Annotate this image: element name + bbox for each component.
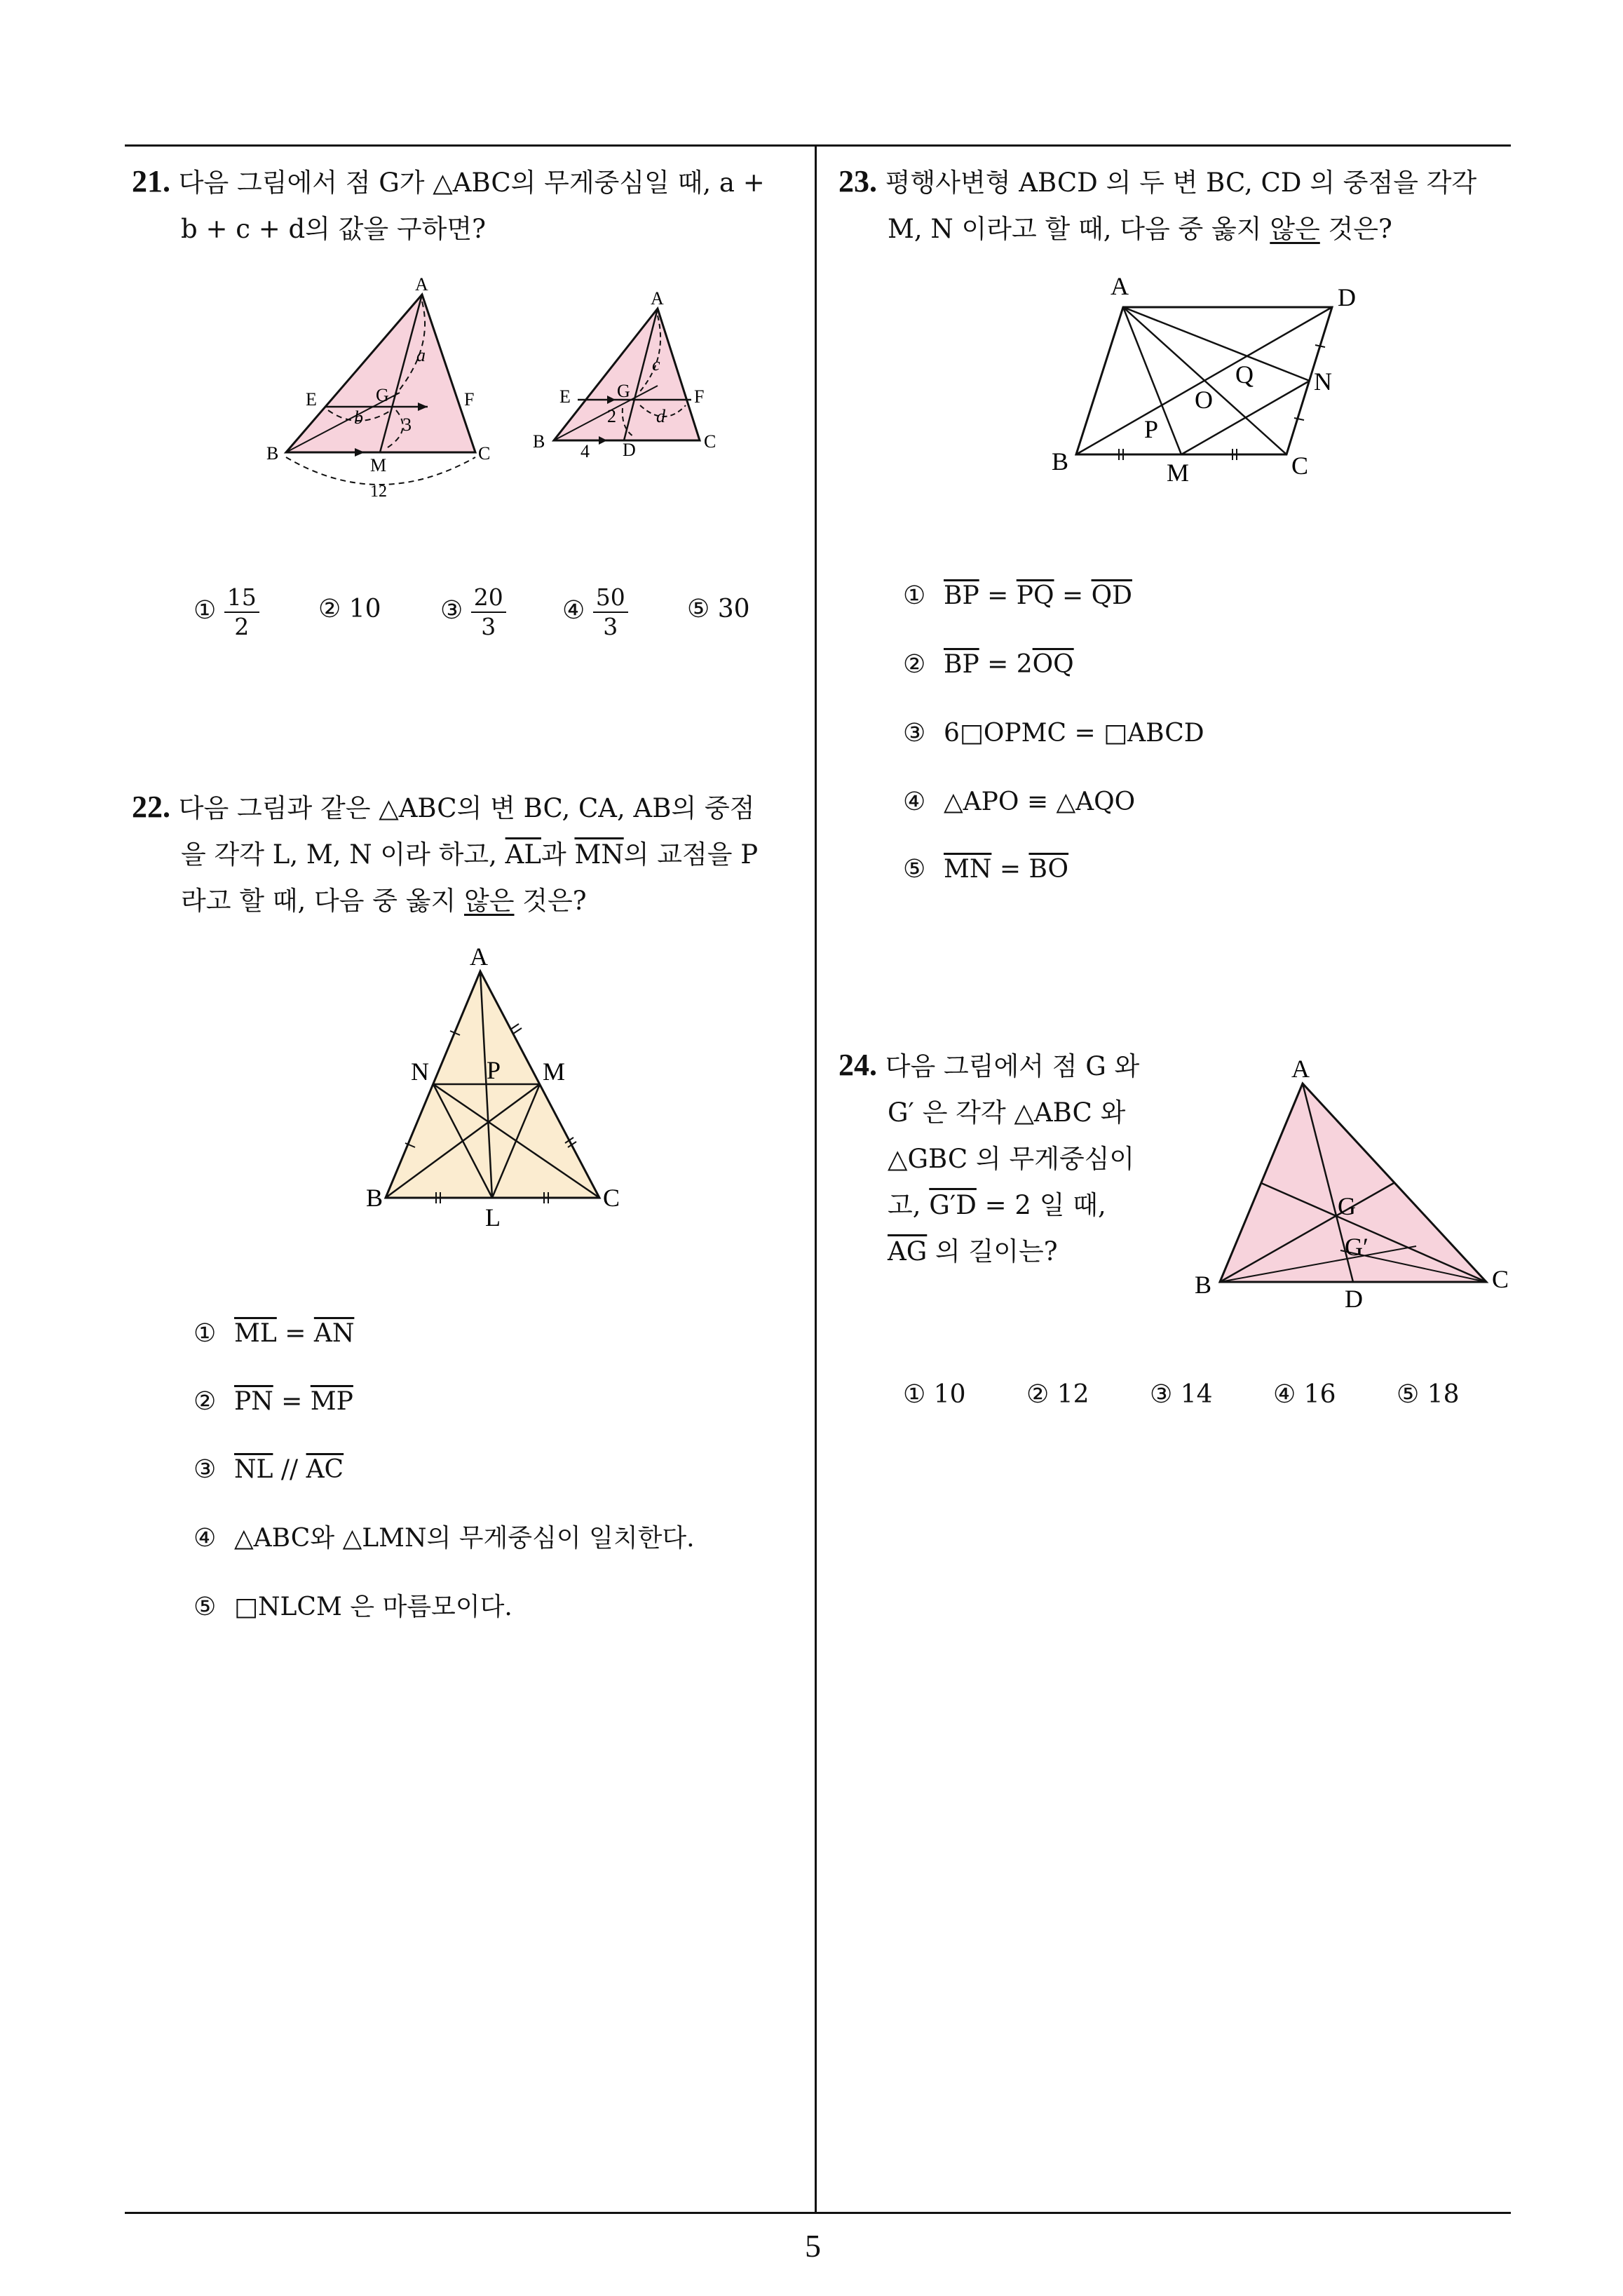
q22-number: 22. [132, 790, 170, 824]
q23-choice-5-mark: ⑤ [903, 855, 926, 884]
q24-choice-3[interactable]: ③ 14 [1150, 1380, 1213, 1409]
q24-label-D: D [1345, 1285, 1363, 1313]
q24-line5-ag: $\overline{AG}$ [888, 1236, 928, 1267]
q22-line3 [132, 878, 805, 924]
q21-fig1-label-A: A [415, 274, 428, 295]
q24-label-A: A [1291, 1055, 1310, 1083]
q21-number: 21. [132, 164, 170, 198]
top-rule [125, 144, 1511, 147]
q22-choice-2[interactable] [193, 1386, 353, 1417]
q21-fig2-label-B: B [533, 431, 545, 452]
q23-line1-text: 평행사변형 ABCD 의 두 변 BC, CD 의 중점을 각각 [885, 168, 1477, 198]
q22-line2-mn: $\overline{MN}$ [574, 839, 624, 870]
q23-choice-5[interactable] [903, 854, 1068, 885]
q23-choice-2-op1: = 2 [979, 650, 1033, 679]
q23-label-M: M [1167, 459, 1190, 487]
q21-choice-5[interactable] [687, 595, 750, 623]
q23-choice-2-a: $\overline{BP}$ [944, 650, 979, 679]
q22-choice-5-text: □NLCM 은 마름모이다. [234, 1593, 512, 1621]
q21-fig2-label-D: D [623, 440, 636, 460]
q23-choice-5-a: $\overline{MN}$ [944, 855, 992, 884]
q22-line1 [132, 784, 805, 832]
q23-choice-1-op2: = [1054, 581, 1092, 610]
q23-label-B: B [1052, 447, 1069, 475]
q22-line2-b: 과 [541, 839, 575, 870]
q22-line2 [132, 832, 805, 878]
q22-choice-2-mark: ② [193, 1387, 217, 1416]
q21-line1-text: 다음 그림에서 점 G가 △ABC의 무게중심일 때, a + [178, 168, 765, 198]
q22-line2-c: 의 교점을 P [623, 839, 759, 870]
q23-line1 [838, 158, 1512, 206]
q22-choice-5-mark: ⑤ [193, 1593, 217, 1621]
q21-text [132, 158, 805, 252]
q21-choice-1-mark: ① [193, 596, 217, 625]
q21-fig2-label-E: E [559, 386, 571, 407]
q23-choice-1-op1: = [979, 581, 1017, 610]
q22-choice-4-text: △ABC와 △LMN의 무게중심이 일치한다. [234, 1524, 695, 1553]
q22-line3-a: 라고 할 때, 다음 중 옳지 [181, 886, 465, 916]
q22-choice-3-mark: ③ [193, 1455, 217, 1484]
q21-fig2-label-G: G [617, 381, 630, 401]
q21-fig1-label-B: B [266, 443, 279, 464]
q24-line5 [838, 1229, 1161, 1275]
q21-fig1-label-G: G [376, 385, 389, 405]
q24-choice-2[interactable]: ② 12 [1026, 1380, 1089, 1409]
q21-choice-3-mark: ③ [440, 596, 463, 625]
q24-choice-1[interactable]: ① 10 [903, 1380, 966, 1409]
q21-choice-3[interactable] [440, 583, 506, 641]
q21-figure-2 [524, 288, 735, 470]
q23-choice-1-b: $\overline{PQ}$ [1016, 581, 1054, 610]
q21-choice-4[interactable] [562, 583, 628, 641]
q22-choice-1[interactable] [193, 1318, 354, 1349]
q23-choice-4[interactable] [903, 787, 1135, 818]
q23-label-O: O [1195, 386, 1213, 414]
q22-label-L: L [485, 1203, 501, 1231]
q22-line2-a: 을 각각 L, M, N 이라 하고, [181, 839, 505, 870]
q23-choice-4-mark: ④ [903, 788, 926, 816]
q23-text [838, 158, 1512, 252]
q23-choice-5-op1: = [991, 855, 1029, 884]
q22-choice-5[interactable] [193, 1592, 512, 1623]
q21-fig1-label-3: 3 [402, 414, 412, 435]
q21-choice-1-num: 15 [224, 583, 259, 613]
q23-choice-1-mark: ① [903, 581, 926, 610]
q23-line2 [838, 206, 1512, 252]
q22-choice-1-mark: ① [193, 1319, 217, 1348]
q23-number: 23. [838, 164, 877, 198]
q24-choice-5[interactable]: ⑤ 18 [1397, 1380, 1460, 1409]
q21-figure-1 [259, 274, 498, 512]
q22-choice-4-mark: ④ [193, 1524, 217, 1553]
q21-fig2-triangle [554, 309, 700, 440]
q23-choice-1[interactable] [903, 581, 1132, 612]
q22-choice-1-op: = [276, 1319, 314, 1348]
q22-choice-3-right: $\overline{AC}$ [306, 1455, 344, 1484]
q22-text [132, 784, 805, 924]
page-number: 5 [805, 2228, 821, 2264]
q21-choice-4-frac [593, 583, 628, 641]
q23-line2-underline: 않은 [1270, 214, 1320, 244]
q24-line4-b: = 2 일 때, [976, 1190, 1106, 1220]
q21-choice-4-num: 50 [593, 583, 628, 613]
q21-fig1-triangle [286, 295, 475, 452]
q23-label-P: P [1144, 415, 1159, 443]
column-divider [815, 144, 817, 2213]
q22-label-P: P [487, 1056, 501, 1084]
q24-choices [903, 1380, 1506, 1415]
q22-line3-underline: 않은 [464, 886, 515, 916]
q21-choices [193, 575, 796, 645]
q22-figure [358, 940, 638, 1234]
q21-choice-1-frac [224, 583, 259, 641]
q24-line4-a: 고, [888, 1190, 930, 1220]
q21-choice-4-den: 3 [603, 613, 618, 640]
q21-choice-5-value: 30 [717, 595, 750, 623]
q24-line1-text: 다음 그림에서 점 G 와 [885, 1051, 1140, 1081]
q22-choice-3[interactable] [193, 1454, 344, 1485]
q23-choice-3-mark: ③ [903, 719, 926, 748]
q22-choice-2-right: $\overline{MP}$ [310, 1387, 353, 1416]
q22-line1-text: 다음 그림과 같은 △ABC의 변 BC, CA, AB의 중점 [178, 793, 755, 823]
q21-fig1-label-E: E [306, 389, 317, 410]
q21-fig1-label-12: 12 [370, 482, 387, 501]
q22-choice-3-left: $\overline{NL}$ [234, 1455, 273, 1484]
q21-fig2-label-F: F [694, 386, 705, 407]
q21-fig2-label-A: A [651, 288, 664, 309]
q21-choice-2-value: 10 [348, 595, 381, 623]
q24-label-G: G [1338, 1192, 1356, 1220]
q21-choice-3-frac [471, 583, 506, 641]
q24-line3: △GBC 의 무게중심이 [888, 1144, 1135, 1174]
q21-fig2-label-c: c [652, 354, 660, 374]
q21-fig2-label-d: d [656, 406, 665, 426]
q24-choice-4[interactable]: ④ 16 [1273, 1380, 1336, 1409]
q24-line4-gd: G′D [929, 1190, 977, 1220]
q21-choice-1[interactable] [193, 583, 259, 641]
q21-fig1-label-F: F [464, 389, 475, 410]
q22-label-A: A [470, 943, 488, 971]
q21-choice-3-num: 20 [471, 583, 506, 613]
q21-choice-4-mark: ④ [562, 596, 585, 625]
q22-line3-b: 것은? [514, 886, 587, 916]
q22-choice-2-op: = [273, 1387, 311, 1416]
q22-label-B: B [366, 1184, 383, 1212]
q24-number: 24. [838, 1048, 877, 1082]
q23-figure [1045, 266, 1381, 498]
q23-label-D: D [1338, 283, 1356, 311]
q23-line2-b: 것은? [1319, 214, 1392, 244]
q23-choice-4-text: △APO ≡ △AQO [944, 788, 1136, 816]
q24-label-Gprime: G′ [1345, 1233, 1369, 1261]
q23-choice-3-text: 6□OPMC = □ABCD [944, 719, 1204, 748]
q22-label-M: M [543, 1058, 566, 1086]
q23-label-C: C [1291, 452, 1309, 480]
q23-choice-5-b: $\overline{BO}$ [1028, 855, 1069, 884]
q21-fig2-label-C: C [704, 431, 717, 452]
q24-label-C: C [1492, 1265, 1509, 1293]
q23-label-N: N [1314, 367, 1332, 396]
q23-choice-2-mark: ② [903, 650, 926, 679]
q24-line2: G′ 은 각각 △ABC 와 [888, 1098, 1126, 1128]
q23-choice-1-c: $\overline{QD}$ [1091, 581, 1132, 610]
q21-line2: b + c + d의 값을 구하면? [181, 214, 486, 244]
bottom-rule [125, 2212, 1511, 2214]
q21-choice-1-den: 2 [234, 613, 250, 640]
q21-fig1-label-a: a [416, 345, 426, 365]
q22-label-C: C [603, 1184, 620, 1212]
q24-line4 [838, 1182, 1161, 1229]
q22-choice-1-right: $\overline{AN}$ [313, 1319, 355, 1348]
q21-choice-2-mark: ② [318, 595, 341, 623]
q21-fig2-label-4: 4 [580, 441, 590, 461]
q22-line2-al: $\overline{AL}$ [505, 839, 541, 870]
q21-fig1-label-C: C [478, 443, 491, 464]
q24-line5-b: 의 길이는? [927, 1236, 1058, 1267]
q22-choice-3-op: // [273, 1455, 306, 1484]
q22-choice-2-left: $\overline{PN}$ [234, 1387, 273, 1416]
q23-choice-1-a: $\overline{BP}$ [944, 581, 979, 610]
q21-choice-3-den: 3 [481, 613, 496, 640]
q24-text [838, 1042, 1161, 1275]
q23-line2-a: M, N 이라고 할 때, 다음 중 옳지 [888, 214, 1270, 244]
q21-fig1-label-b: b [354, 407, 363, 428]
q22-choice-1-left: $\overline{ML}$ [234, 1319, 277, 1348]
q24-figure [1185, 1052, 1521, 1318]
q22-choice-4[interactable] [193, 1523, 695, 1554]
q21-choice-5-mark: ⑤ [687, 595, 710, 623]
q24-label-B: B [1195, 1271, 1212, 1299]
q22-label-N: N [411, 1058, 429, 1086]
q23-choice-2[interactable] [903, 649, 1074, 680]
q23-choice-2-b: $\overline{OQ}$ [1032, 650, 1074, 679]
q21-fig2-label-2: 2 [607, 406, 616, 426]
q21-choice-2[interactable] [318, 595, 381, 623]
q23-label-A: A [1111, 272, 1129, 300]
q21-fig1-label-M: M [370, 455, 387, 475]
q24-line1 [838, 1042, 1161, 1090]
q21-line1 [132, 158, 805, 206]
q23-choice-3[interactable] [903, 718, 1204, 749]
q23-label-Q: Q [1235, 360, 1254, 389]
